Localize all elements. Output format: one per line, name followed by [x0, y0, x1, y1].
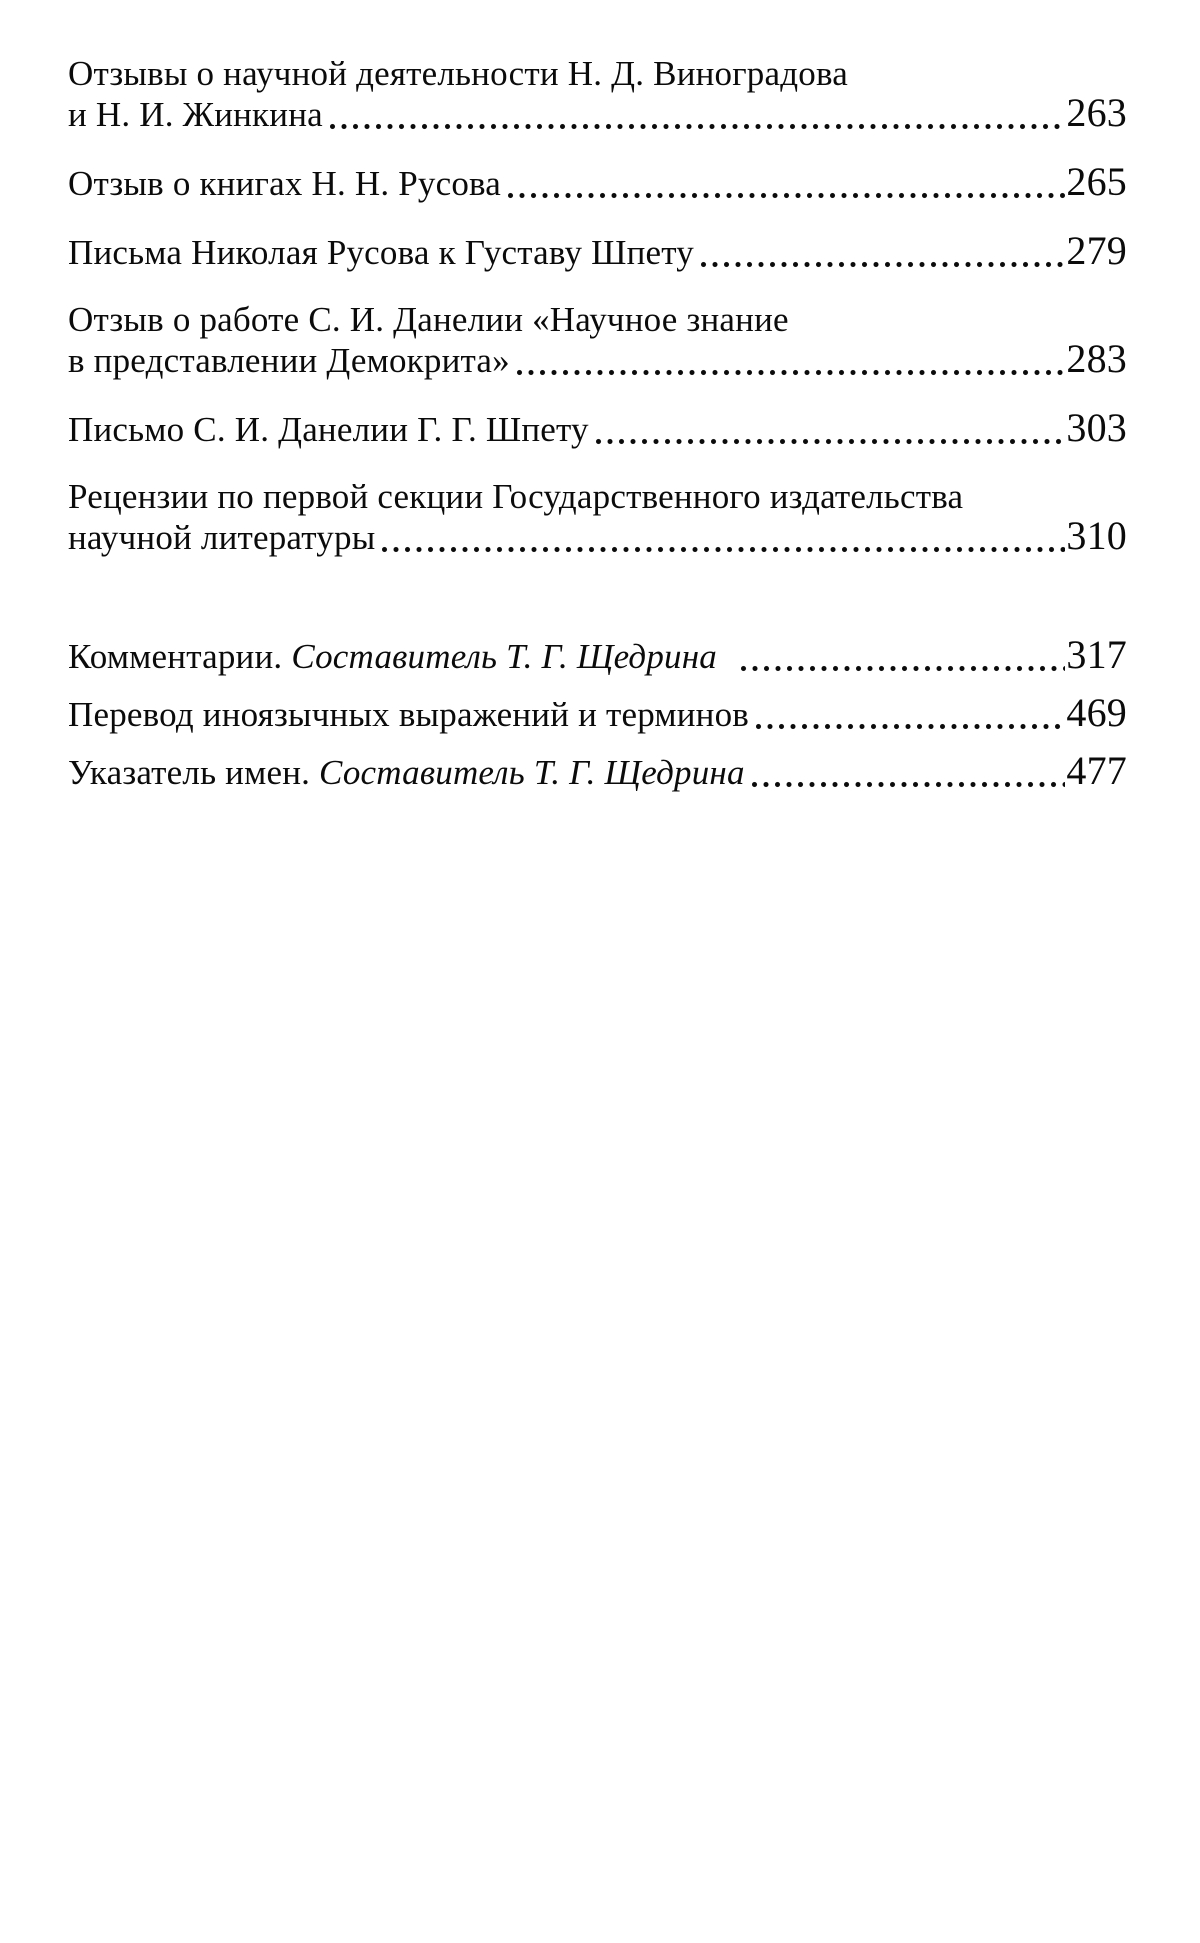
toc-entry	[68, 159, 1127, 204]
toc-entry	[68, 300, 1127, 380]
toc-entry-title	[68, 164, 501, 203]
dot-leader	[382, 545, 1065, 554]
page-number: 317	[1066, 632, 1127, 677]
page-number: 477	[1066, 748, 1127, 793]
toc-title-italic-segment: Составитель Т. Г. Щедрина	[319, 753, 745, 792]
toc-entry	[68, 405, 1127, 450]
toc-entry-title	[68, 341, 510, 380]
dot-leader	[517, 368, 1066, 377]
toc-title-segment: в представлении Демокрита»	[68, 341, 510, 380]
toc-title-segment: Отзыв о книгах Н. Н. Русова	[68, 164, 502, 203]
page-number: 303	[1066, 405, 1127, 450]
page-number: 310	[1066, 513, 1127, 558]
toc-entry-line: Отзыв о работе С. И. Данелии «Научное знание	[68, 300, 789, 339]
toc-entry-line: Рецензии по первой секции Государственного издательства	[68, 477, 964, 516]
toc-entry-line: Отзывы о научной деятельности Н. Д. Виноградова	[68, 54, 848, 93]
dot-leader	[752, 780, 1066, 789]
toc-title-segment: Комментарии.	[68, 637, 292, 676]
toc-list	[68, 54, 1127, 792]
page-number: 263	[1066, 90, 1127, 135]
dot-leader	[596, 437, 1066, 446]
toc-entry-title	[68, 518, 375, 557]
toc-entry-lastline	[68, 748, 1127, 793]
toc-entry	[68, 748, 1127, 793]
page-number: 283	[1066, 336, 1127, 381]
toc-entry-title	[68, 410, 589, 449]
toc-entry-title	[68, 95, 323, 134]
toc-entry-title	[68, 233, 694, 272]
toc-entry-lastline	[68, 513, 1127, 558]
toc-section-main-entries	[68, 54, 1127, 557]
toc-entry-title	[68, 695, 749, 734]
dot-leader	[330, 122, 1066, 131]
toc-entry	[68, 477, 1127, 557]
toc-entry-lastline	[68, 690, 1127, 735]
dot-leader	[741, 664, 1065, 673]
toc-section-back-matter	[68, 632, 1127, 793]
toc-entry-lastline	[68, 90, 1127, 135]
toc-entry-lastline	[68, 159, 1127, 204]
toc-entry-lastline	[68, 336, 1127, 381]
dot-leader	[756, 722, 1065, 731]
toc-title-segment: научной литературы	[68, 518, 376, 557]
toc-entry-lastline	[68, 228, 1127, 273]
page-number: 265	[1066, 159, 1127, 204]
toc-title-segment: Письмо С. И. Данелии Г. Г. Шпету	[68, 410, 589, 449]
toc-title-segment: Письма Николая Русова к Густаву Шпету	[68, 233, 695, 272]
toc-title-segment: Указатель имен.	[68, 753, 320, 792]
toc-entry-lastline	[68, 632, 1127, 677]
dot-leader	[508, 191, 1065, 200]
toc-entry-title	[68, 637, 717, 676]
dot-leader	[701, 260, 1065, 269]
toc-entry	[68, 690, 1127, 735]
toc-entry	[68, 54, 1127, 134]
toc-entry-lastline	[68, 405, 1127, 450]
toc-entry	[68, 228, 1127, 273]
page-number: 469	[1066, 690, 1127, 735]
toc-title-segment: и Н. И. Жинкина	[68, 95, 323, 134]
page-number: 279	[1066, 228, 1127, 273]
toc-title-segment: Перевод иноязычных выражений и терминов	[68, 695, 750, 734]
toc-title-italic-segment: Составитель Т. Г. Щедрина	[291, 637, 717, 676]
toc-entry	[68, 632, 1127, 677]
toc-entry-title	[68, 753, 745, 792]
